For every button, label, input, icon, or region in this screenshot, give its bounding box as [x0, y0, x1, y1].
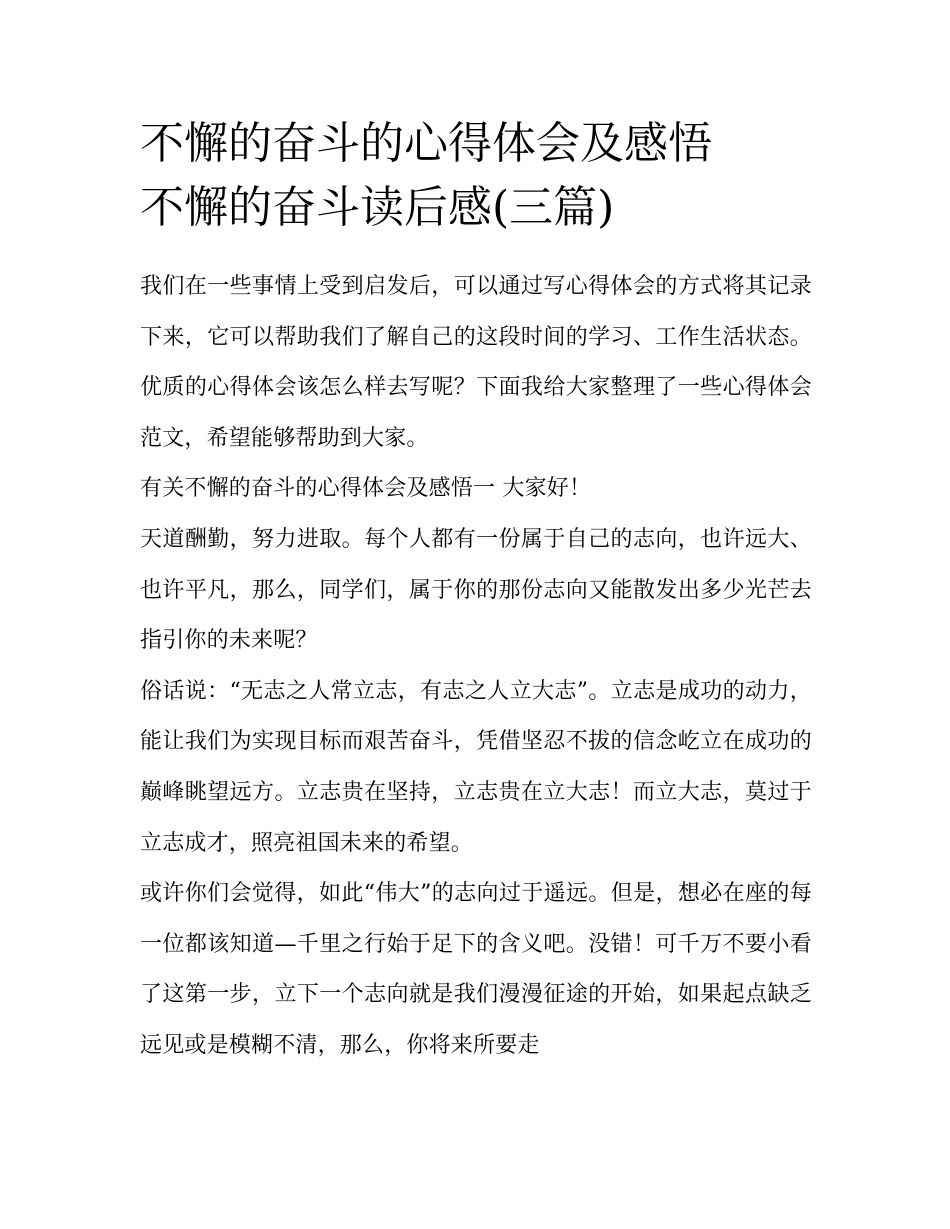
document-content: [140, 112, 812, 1072]
paragraph-proverb: 俗话说：“无志之人常立志，有志之人立大志”。立志是成功的动力，能让我们为实现目标而艰苦奋斗，凭借坚忍不拔的信念屹立在成功的巅峰眺望远方。立志贵在坚持，立志贵在立大志！而立大志，莫过于立志成才，照亮祖国未来的希望。: [140, 678, 812, 856]
paragraph-heading-1: 有关不懈的奋斗的心得体会及感悟一 大家好！: [140, 476, 592, 502]
paragraph-diligence: 天道酬勤，努力进取。每个人都有一份属于自己的志向，也许远大、也许平凡，那么，同学们，属于你的那份志向又能散发出多少光芒去指引你的未来呢？: [140, 526, 812, 654]
document-title: [140, 112, 812, 240]
title-line-2: 不懈的奋斗读后感(三篇): [140, 182, 615, 233]
document-body: [140, 262, 812, 1072]
title-line-1: 不懈的奋斗的心得体会及感悟: [140, 118, 712, 169]
paragraph-first-step: 或许你们会觉得，如此“伟大”的志向过于遥远。但是，想必在座的每一位都该知道—千里之行始于足下的含义吧。没错！可千万不要小看了这第一步，立下一个志向就是我们漫漫征途的开始，如果起点缺乏远见或是模糊不清，那么，你将来所要走: [140, 881, 812, 1058]
paragraph-intro: 我们在一些事情上受到启发后，可以通过写心得体会的方式将其记录下来，它可以帮助我们了解自己的这段时间的学习、工作生活状态。优质的心得体会该怎么样去写呢？下面我给大家整理了一些心得体会范文，希望能够帮助到大家。: [140, 274, 812, 451]
